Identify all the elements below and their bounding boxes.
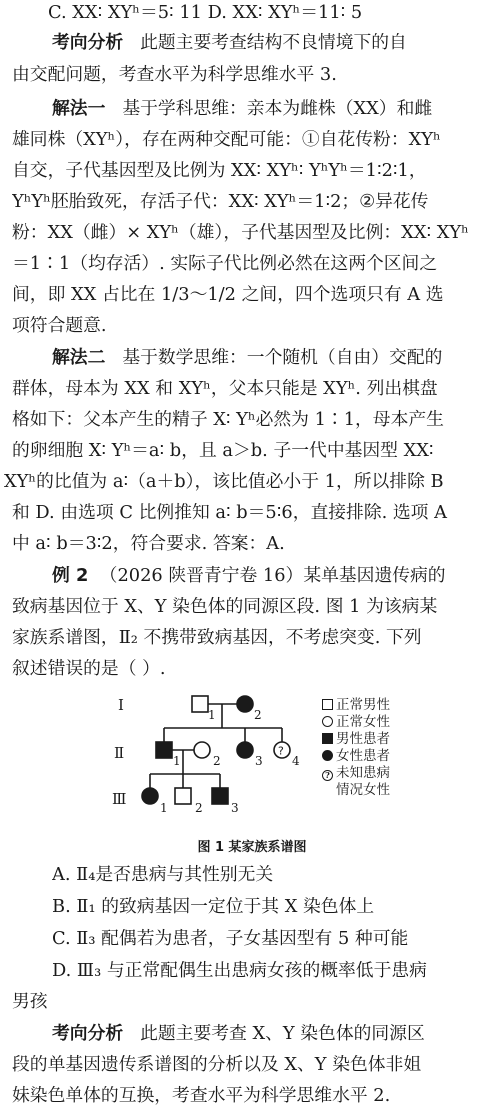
square-icon — [322, 699, 333, 710]
legend-item-unknown-female-cont: 情况女性 — [336, 782, 390, 798]
text-line: C. XX∶ XYʰ＝5∶ 11 D. XX∶ XYʰ＝11∶ 5 — [48, 2, 363, 23]
text-line: 项符合题意. — [12, 315, 107, 336]
III2-normal-male — [175, 788, 191, 804]
circle-icon — [322, 716, 333, 727]
legend-item-affected-female: 女性患者 — [322, 748, 390, 765]
I1-normal-male — [192, 696, 208, 712]
text-line: ＝1∶1（均存活）. 实际子代比例必然在这两个区间之 — [12, 253, 438, 274]
method2-heading: 解法二 — [52, 347, 106, 368]
text-line: 和 D. 由选项 C 比例推知 a∶ b＝5∶6，直接排除. 选项 A — [12, 502, 447, 523]
text-line: 间，即 XX 占比在 1/3～1/2 之间，四个选项只有 A 选 — [12, 284, 444, 305]
example2-heading: 例 2 — [52, 565, 89, 586]
I2-number: 2 — [254, 708, 262, 722]
generation-label-II: Ⅱ — [114, 744, 125, 762]
option-b: B. Ⅱ₁ 的致病基因一定位于其 X 染色体上 — [52, 896, 375, 917]
generation-label-III: Ⅲ — [112, 790, 127, 808]
legend-item-affected-male: 男性患者 — [322, 731, 390, 748]
unknown-mark: ? — [278, 744, 284, 758]
method1-heading: 解法一 — [52, 98, 106, 119]
III2-number: 2 — [195, 801, 203, 815]
I2-affected-female — [237, 696, 253, 712]
II2-number: 2 — [213, 754, 221, 768]
II3-number: 3 — [255, 754, 263, 768]
filled-square-icon — [322, 733, 333, 744]
option-d: D. Ⅲ₃ 与正常配偶生出患病女孩的概率低于患病 — [52, 960, 427, 981]
text-line: 中 a∶ b＝3∶2，符合要求. 答案：A. — [12, 533, 285, 554]
example2-line: 例 2 （2026 陕晋青宁卷 16）某单基因遗传病的 — [52, 565, 446, 586]
method2-line: 解法二 基于数学思维：一个随机（自由）交配的 — [52, 347, 443, 368]
III3-number: 3 — [231, 801, 239, 815]
text-line: 此题主要考查结构不良情境下的自 — [140, 32, 407, 53]
III1-number: 1 — [160, 801, 168, 815]
text-line: 粉：XX（雌）× XYʰ（雄），子代基因型及比例：XX∶ XYʰ — [12, 222, 469, 243]
text-line: 妹染色单体的互换，考查水平为科学思维水平 2. — [12, 1085, 391, 1106]
analysis-heading: 考向分析 — [52, 32, 124, 53]
text-line: 群体，母本为 XX 和 XYʰ，父本只能是 XYʰ. 列出棋盘 — [12, 378, 438, 399]
text-line: 格如下：父本产生的精子 X∶ Yʰ必然为 1∶1，母本产生 — [12, 409, 444, 430]
analysis2-line: 考向分析 此题主要考查 X、Y 染色体的同源区 — [52, 1023, 425, 1044]
analysis-paragraph-line — [52, 30, 504, 56]
III1-affected-female — [142, 788, 158, 804]
option-c: C. Ⅱ₃ 配偶若为患者，子女基因型有 5 种可能 — [52, 928, 409, 949]
II2-normal-female — [194, 742, 210, 758]
method1-line: 解法一 基于学科思维：亲本为雌株（XX）和雌 — [52, 98, 433, 119]
legend-item-normal-male: 正常男性 — [322, 697, 390, 714]
text-line: 自交，子代基因型及比例为 XX∶ XYʰ∶ YʰYʰ＝1∶2∶1， — [12, 160, 427, 181]
legend-item-normal-female: 正常女性 — [322, 714, 390, 731]
question-circle-icon: ? — [322, 770, 333, 781]
analysis2-heading: 考向分析 — [52, 1023, 124, 1044]
text-line: 的卵细胞 X∶ Yʰ＝a∶ b，且 a＞b. 子一代中基因型 XX∶ — [12, 440, 434, 461]
II3-affected-female — [237, 742, 253, 758]
figure-caption: 图 1 某家族系谱图 — [197, 840, 307, 855]
filled-circle-icon — [322, 750, 333, 761]
text-line: YʰYʰ胚胎致死，存活子代：XX∶ XYʰ＝1∶2；②异花传 — [12, 191, 429, 212]
text-line: 致病基因位于 X、Y 染色体的同源区段. 图 1 为该病某 — [12, 596, 438, 617]
text-line: 雄同株（XYʰ），存在两种交配可能：①自花传粉：XYʰ — [12, 129, 441, 150]
text-line: 家族系谱图，Ⅱ₂ 不携带致病基因，不考虑突变. 下列 — [12, 627, 422, 648]
text-line: 叙述错误的是（ ）. — [12, 658, 166, 679]
option-d-cont: 男孩 — [12, 991, 48, 1012]
text-line: 段的单基因遗传系谱图的分析以及 X、Y 染色体非姐 — [12, 1054, 422, 1075]
option-cd-line — [48, 0, 504, 26]
II4-number: 4 — [292, 754, 300, 768]
text-line: 由交配问题，考查水平为科学思维水平 3. — [12, 64, 337, 85]
text-line: XYʰ的比值为 a∶（a＋b），该比值必小于 1，所以排除 B — [4, 471, 444, 492]
legend-item-unknown-female: ? 未知患病 — [322, 765, 390, 782]
II1-number: 1 — [173, 754, 181, 768]
generation-label-I: Ⅰ — [118, 696, 124, 714]
I1-number: 1 — [208, 708, 216, 722]
III3-affected-male — [212, 788, 228, 804]
II1-affected-male — [156, 742, 172, 758]
option-a: A. Ⅱ₄是否患病与其性别无关 — [52, 864, 274, 885]
